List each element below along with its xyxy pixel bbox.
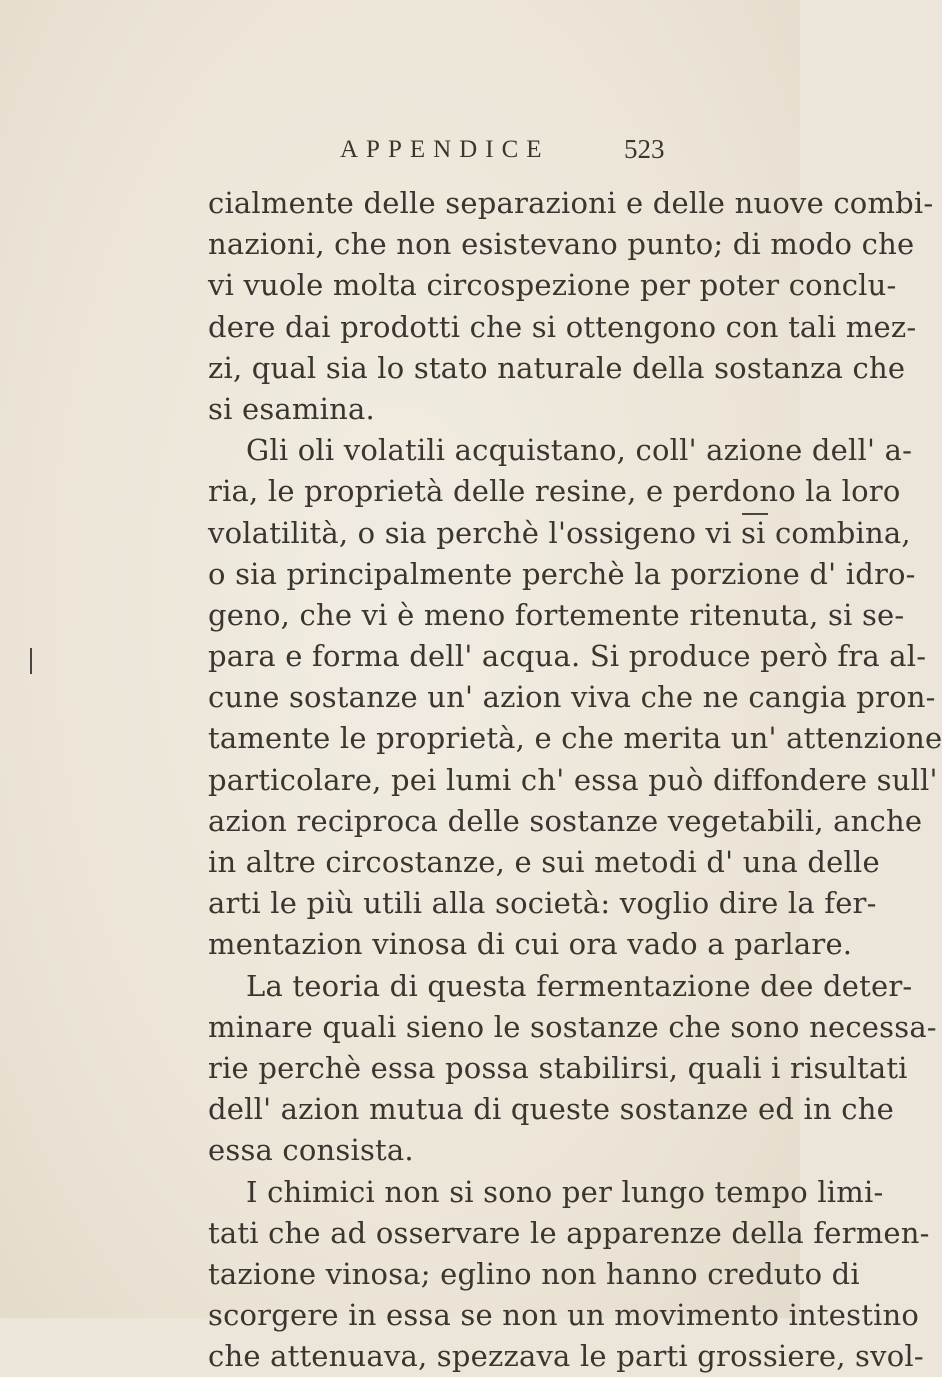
page-header bbox=[0, 130, 800, 170]
text-line: dere dai prodotti che si ottengono con tali mez- bbox=[208, 309, 917, 344]
text-line: tazione vinosa; eglino non hanno creduto di bbox=[208, 1256, 860, 1291]
text-line: para e forma dell' acqua. Si produce però fra al- bbox=[208, 639, 927, 674]
text-line: cialmente delle separazioni e delle nuove combi- bbox=[208, 186, 934, 220]
text-line: si esamina. bbox=[208, 391, 375, 426]
text-line: cune sostanze un' azion viva che ne cangia pron- bbox=[208, 680, 936, 715]
body-text bbox=[208, 183, 942, 1377]
text-line: geno, che vi è meno fortemente ritenuta, si se- bbox=[208, 597, 905, 632]
margin-dash bbox=[742, 513, 768, 515]
running-head: APPENDICE bbox=[340, 136, 550, 163]
paragraph-start: I chimici non si sono per lungo tempo limi- bbox=[246, 1174, 884, 1209]
text-line: arti le più utili alla società: voglio dire la fer- bbox=[208, 886, 877, 921]
text-line: essa consista. bbox=[208, 1133, 414, 1168]
text-line: ria, le proprietà delle resine, e perdono la loro bbox=[208, 474, 901, 509]
paragraph-start: La teoria di questa fermentazione dee deter- bbox=[246, 968, 913, 1003]
text-line: dell' azion mutua di queste sostanze ed in che bbox=[208, 1092, 894, 1127]
paragraph-start: Gli oli volatili acquistano, coll' azione dell' a- bbox=[246, 433, 913, 468]
text-line: che attenuava, spezzava le parti grossiere, svol- bbox=[208, 1339, 924, 1374]
text-line: vi vuole molta circospezione per poter conclu- bbox=[208, 268, 897, 303]
text-line: azion reciproca delle sostanze vegetabili, anche bbox=[208, 803, 923, 838]
page-number: 523 bbox=[624, 134, 665, 164]
text-line: tati che ad osservare le apparenze della fermen- bbox=[208, 1215, 930, 1250]
text-line: tamente le proprietà, e che merita un' attenzione bbox=[208, 721, 942, 756]
text-line: o sia principalmente perchè la porzione d' idro- bbox=[208, 556, 916, 591]
text-line: nazioni, che non esistevano punto; di modo che bbox=[208, 227, 915, 262]
text-line: minare quali sieno le sostanze che sono necessa- bbox=[208, 1009, 937, 1044]
text-line: zi, qual sia lo stato naturale della sostanza che bbox=[208, 350, 906, 385]
margin-tick bbox=[30, 648, 32, 674]
text-line: volatilità, o sia perchè l'ossigeno vi si combina, bbox=[208, 515, 911, 550]
text-line: rie perchè essa possa stabilirsi, quali i risultati bbox=[208, 1050, 908, 1085]
text-line: particolare, pei lumi ch' essa può diffondere sull' bbox=[208, 762, 938, 797]
text-line: scorgere in essa se non un movimento intestino bbox=[208, 1298, 920, 1333]
text-line: mentazion vinosa di cui ora vado a parlare. bbox=[208, 927, 853, 962]
text-line: in altre circostanze, e sui metodi d' una delle bbox=[208, 845, 880, 879]
